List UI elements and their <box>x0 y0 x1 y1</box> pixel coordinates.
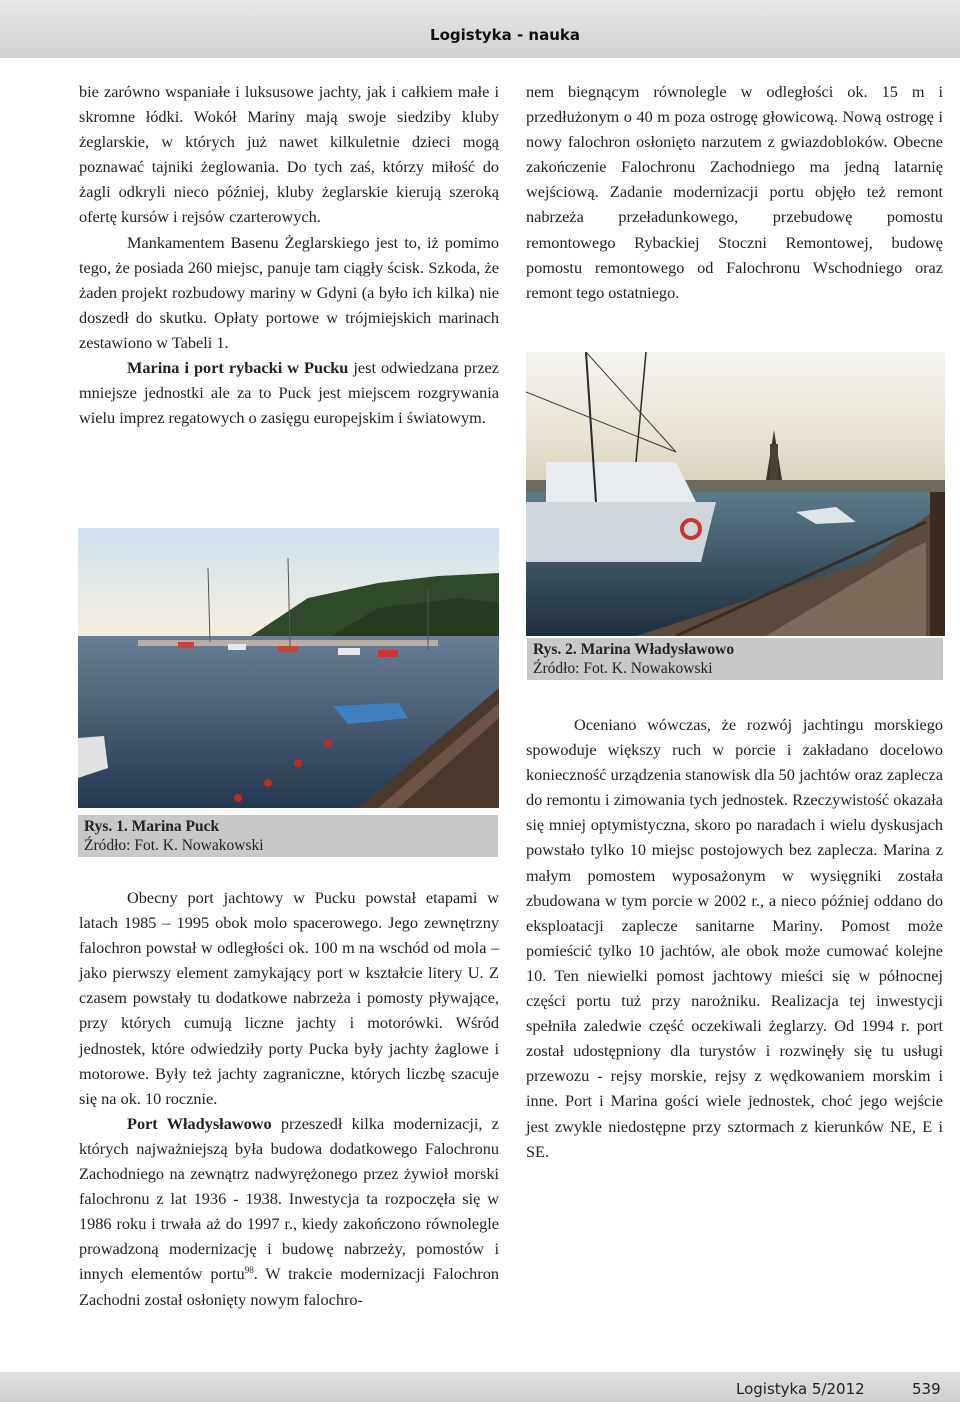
paragraph: Marina i port rybacki w Pucku jest odwiedzana przez mniejsze jednostki ale za to Puck jest miejscem rozgrywania wielu imprez regatowych o zasięgu europejskim i światowym. <box>79 358 500 428</box>
footnote-marker: 98 <box>244 1265 254 1276</box>
right-column-top <box>526 79 943 305</box>
paragraph: Port Władysławowo przeszedł kilka modernizacji, z których najważniejszą była budowa dodatkowego Falochronu Zachodniego na zewnątrz nadwyrężonego przez żywioł morski falochronu z lat 1936 - 1938. Inwestycja ta rozpoczęła się w 1986 roku i trwała aż do 1997 r., kiedy zakończono równolegle prowadzoną modernizację i budowę nabrzeży, pomostów i innych elementów portu$^{98}$. W trakcie modernizacji Falochron Zachodni został osłonięty nowym falochro- <box>79 1113 500 1309</box>
photo-illustration <box>526 352 945 636</box>
figure-title: Rys. 2. Marina Władysławowo <box>533 641 735 658</box>
running-head: Logistyka - nauka <box>430 26 580 44</box>
right-column-bottom <box>526 712 943 1164</box>
left-column-top <box>79 79 499 430</box>
figure-source: Źródło: Fot. K. Nowakowski <box>84 837 264 854</box>
page-footer <box>0 1372 960 1402</box>
figure-source: Źródło: Fot. K. Nowakowski <box>533 660 713 677</box>
photo-marina-wladyslawowo <box>526 352 945 636</box>
photo-marina-puck <box>78 528 499 808</box>
bold-lead: Port Władysławowo <box>127 1113 272 1133</box>
paragraph: Mankamentem Basenu Żeglarskiego jest to, iż pomimo tego, że posiada 260 miejsc, panuje tam ciągły ścisk. Szkoda, że żaden projekt rozbudowy mariny w Gdyni (a było ich kilka) nie doszedł do skutku. Opłaty portowe w trójmiejskich marinach zestawiono w Tabeli 1. <box>79 232 499 352</box>
figure-1-caption <box>78 815 498 857</box>
photo-illustration <box>78 528 499 808</box>
left-column-bottom <box>79 885 499 1312</box>
page-number: 539 <box>912 1380 941 1398</box>
paragraph: bie zarówno wspaniałe i luksusowe jachty, jak i całkiem małe i skromne łódki. Wokół Mariny mają swoje siedziby kluby żeglarskie, w których już nawet kilkuletnie dzieci mogą poznawać tajniki żeglowania. Do tych zaś, którzy miłość do żagli odkryli nieco później, kluby żeglarskie kierują szeroką ofertę kursów i rejsów czarterowych. <box>79 82 499 227</box>
paragraph: nem biegnącym równolegle w odległości ok. 15 m i przedłużonym o 40 m poza ostrogę głowicową. Nową ostrogę i nowy falochron osłonięto narzutem z gwiazdobloków. Obecne zakończenie Falochronu Zachodniego ma jedną latarnię wejściową. Zadanie modernizacji portu objęło też remont nabrzeża przeładunkowego, przebudowę pomostu remontowego Rybackiej Stoczni Remontowej, budowę pomostu remontowego od Falochronu Wschodniego oraz remont tego ostatniego. <box>526 82 943 302</box>
figure-title: Rys. 1. Marina Puck <box>84 818 220 835</box>
figure-2-caption <box>527 638 943 680</box>
page-header <box>0 0 960 58</box>
paragraph: Obecny port jachtowy w Pucku powstał etapami w latach 1985 – 1995 obok molo spacerowego. Jego zewnętrzny falochron powstał w odległości ok. 100 m na wschód od mola – jako pierwszy element zamykający port w kształcie litery U. Z czasem powstały tu dodatkowe nabrzeża i pomosty pływające, przy których cumują liczne jachty i motorówki. Wśród jednostek, które odwiedziły porty Pucka były jachty żaglowe i motorowe. Były też jachty zagraniczne, których liczbę szacuje się na ok. 10 rocznie. <box>79 888 499 1108</box>
journal-issue: Logistyka 5/2012 <box>736 1380 865 1398</box>
paragraph: Oceniano wówczas, że rozwój jachtingu morskiego spowoduje większy ruch w porcie i zakładano docelowo konieczność urządzenia stanowisk dla 50 jachtów oraz zaplecza do remontu i zimowania tych jednostek. Rzeczywistość okazała się mniej optymistyczna, skoro po naradach i wielu dyskusjach powstało tylko 10 miejsc postojowych bez zaplecza. Marina z małym pomostem wyposażonym w wysięgniki została zbudowana w tym porcie w 2002 r., a nieco później oddano do eksploatacji zaplecze sanitarne Mariny. Pomost może pomieścić tylko 10 jachtów, ale obok może cumować kolejne 10. Ten niewielki pomost jachtowy mieści się w północnej części portu tuż przy narożniku. Realizacja tej inwestycji spełniła zaledwie część oczekiwali żeglarzy. Od 1994 r. port został udostępniony dla turystów i rozwinęły się tu usługi przewozu - rejsy morskie, rejsy z wędkowaniem morskim i inne. Port i Marina gości wiele jednostek, choć jego wejście jest zwykle niedostępne przy sztormach z kierunków NE, E i SE. <box>526 715 943 1161</box>
bold-lead: Marina i port rybacki w Pucku <box>127 358 349 378</box>
